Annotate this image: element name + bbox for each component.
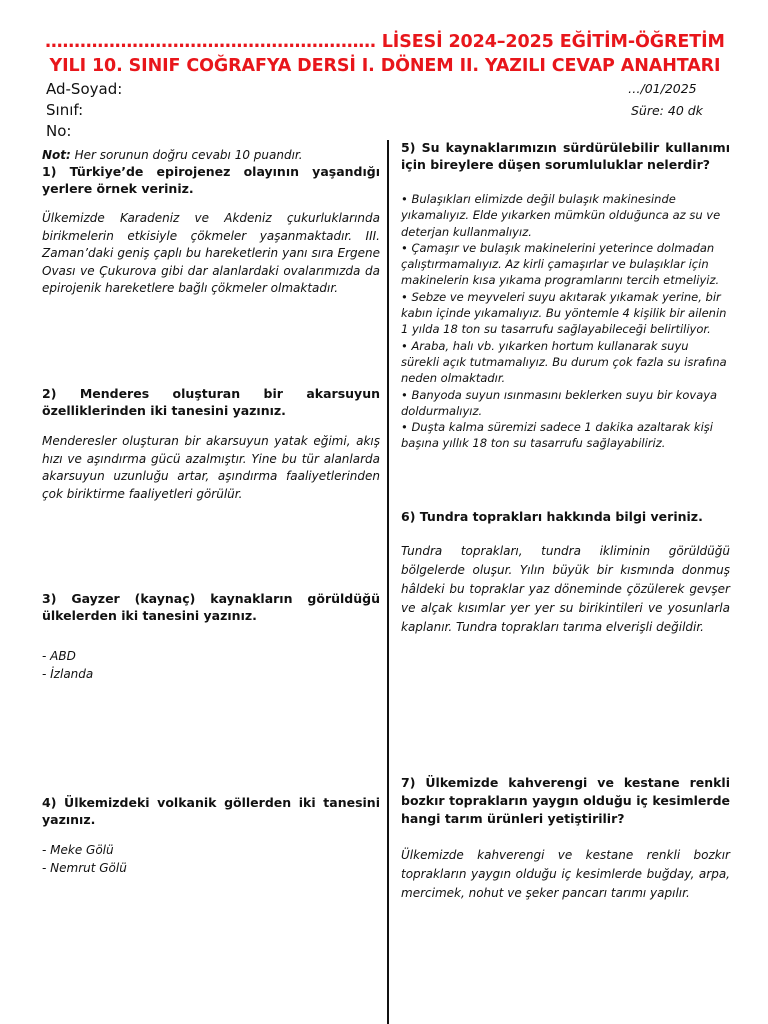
column-divider [387, 140, 389, 1024]
question-7-block [401, 774, 730, 903]
note [42, 148, 380, 163]
answer-3-item: - ABD [42, 649, 76, 663]
answer-5-bullet: • Çamaşır ve bulaşık makinelerini yeterince dolmadan çalıştırmamalıyız. Az kirli çamaşırlar ve bulaşıklar için makinelerin kısa yıkama programlarını tercih etmeliyiz. [401, 240, 720, 288]
question-7: 7) Ülkemizde kahverengi ve kestane renkli bozkır toprakların yaygın olduğu iç kesimlerde hangi tarım ürünleri yetiştirilir? [401, 775, 730, 826]
answer-5-bullet: • Araba, halı vb. yıkarken hortum kullanarak suyu sürekli açık tutmamalıyız. Bu durum çok fazla su israfına neden olmaktadır. [401, 338, 727, 386]
exam-date: …/01/2025 [628, 81, 697, 96]
question-3-block [42, 590, 380, 683]
question-1: 1) Türkiye’de epirojenez olayının yaşandığı yerlere örnek veriniz. [42, 164, 380, 196]
answer-4-item: - Nemrut Gölü [42, 860, 127, 875]
question-6-block [401, 508, 730, 637]
answer-4-item: - Meke Gölü [42, 843, 114, 857]
note-text: Her sorunun doğru cevabı 10 puandır. [70, 148, 303, 162]
question-4: 4) Ülkemizdeki volkanik göllerden iki tanesini yazınız. [42, 795, 380, 827]
answer-5-bullet: • Duşta kalma süremizi sadece 1 dakika azaltarak kişi başına yıllık 18 ton su tasarrufu sağlayabiliriz. [401, 420, 713, 451]
answer-2: Menderesler oluşturan bir akarsuyun yatak eğimi, akış hızı ve aşındırma gücü azalmıştır. Yine bu tür alanlarda akarsuyun uzunluğu artar, aşındırma faaliyetlerinden çok biriktirme faaliyetleri görülür. [42, 434, 380, 501]
answer-3-item: - İzlanda [42, 666, 94, 681]
question-2-block [42, 385, 380, 503]
question-5-block [401, 139, 730, 452]
answer-6: Tundra toprakları, tundra ikliminin görüldüğü bölgelerde oluşur. Yılın büyük bir kısmında donmuş hâldeki bu topraklar yaz döneminde çözülerek gevşer ve alçak kısımlar yer yer su birikintileri ve yosunlarla kaplanır. Tundra toprakları tarıma elverişli değildir. [401, 544, 730, 634]
number-label: No: [46, 122, 72, 140]
exam-duration: Süre: 40 dk [631, 103, 703, 118]
question-2: 2) Menderes oluşturan bir akarsuyun özelliklerinden iki tanesini yazınız. [42, 386, 380, 418]
name-label: Ad-Soyad: [46, 80, 123, 98]
answer-1: Ülkemizde Karadeniz ve Akdeniz çukurluklarında birikmelerin etkisiyle çökmeler yaşanmaktadır. III. Zaman’daki geniş çaplı bu hareketlerin yanı sıra Ergene Ovası ve Çukurova gibi dar alanlardaki ovalarımızda da epirojenik hareketlere bağlı çökmeler olmaktadır. [42, 211, 380, 295]
note-label: Not: [42, 148, 71, 162]
title-line-2: YILI 10. SINIF COĞRAFYA DERSİ I. DÖNEM II. YAZILI CEVAP ANAHTARI [49, 56, 721, 76]
answer-5-list [401, 191, 730, 452]
question-1-block [42, 148, 380, 298]
question-5: 5) Su kaynaklarımızın sürdürülebilir kullanımı için bireylere düşen sorumluluklar nelerdir? [401, 140, 730, 172]
answer-5-bullet: • Bulaşıkları elimizde değil bulaşık makinesinde yıkamalıyız. Elde yıkarken mümkün olduğunca az su ve deterjan kullanmalıyız. [401, 192, 721, 239]
question-6: 6) Tundra toprakları hakkında bilgi veriniz. [401, 509, 703, 524]
question-4-block [42, 794, 380, 877]
exam-title [30, 30, 740, 78]
answer-5-bullet: • Sebze ve meyveleri suyu akıtarak yıkamak yerine, bir kabın içinde yıkamalıyız. Bu yöntemle 4 kişilik bir ailenin 1 yılda 18 ton su tasarrufu sağlayabileceği belirtiliyor. [401, 289, 727, 337]
answer-7: Ülkemizde kahverengi ve kestane renkli bozkır toprakların yaygın olduğu iç kesimlerde buğday, arpa, mercimek, nohut ve şeker pancarı tarımı yapılır. [401, 848, 730, 900]
answer-5-bullet: • Banyoda suyun ısınmasını beklerken suyu bir kovaya doldurmalıyız. [401, 387, 718, 418]
class-label: Sınıf: [46, 101, 84, 119]
title-line-1: ………………………………………………… LİSESİ 2024–2025 EĞİTİM-ÖĞRETİM [45, 32, 725, 52]
question-3: 3) Gayzer (kaynaç) kaynakların görüldüğü ülkelerden iki tanesini yazınız. [42, 591, 380, 623]
